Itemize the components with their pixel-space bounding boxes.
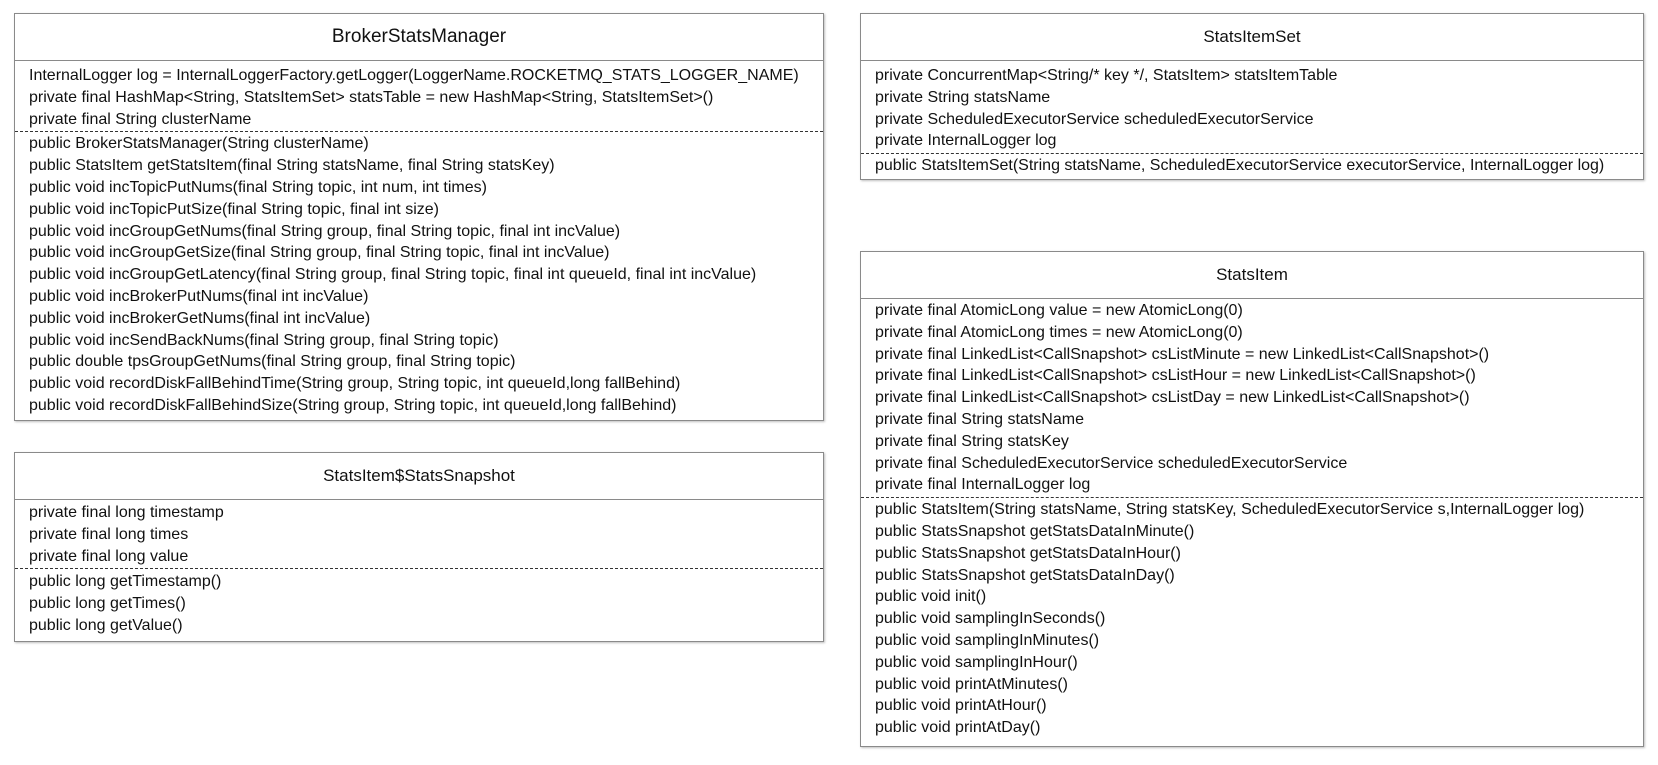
method-item: public long getValue() xyxy=(29,616,183,634)
method-item: public void printAtHour() xyxy=(875,697,1047,715)
method-item: public StatsSnapshot getStatsDataInHour() xyxy=(875,544,1181,562)
field-item: private final LinkedList<CallSnapshot> csListHour = new LinkedList<CallSnapshot>() xyxy=(875,367,1476,385)
method-item: public void incBrokerPutNums(final int incValue) xyxy=(29,287,369,305)
field-item: private final InternalLogger log xyxy=(875,476,1091,494)
method-item: public void incTopicPutNums(final String topic, int num, int times) xyxy=(29,178,487,196)
field-item: private ConcurrentMap<String/* key */, StatsItem> statsItemTable xyxy=(875,67,1338,84)
method-item: public void samplingInHour() xyxy=(875,653,1078,671)
class-box-stats-item-set xyxy=(860,13,1644,180)
method-item: public void samplingInMinutes() xyxy=(875,631,1100,649)
field-item: private final LinkedList<CallSnapshot> csListDay = new LinkedList<CallSnapshot>() xyxy=(875,389,1470,407)
method-item: public void printAtMinutes() xyxy=(875,675,1068,693)
method-item: public long getTimestamp() xyxy=(29,573,222,591)
class-header xyxy=(861,14,1643,61)
field-item: private final AtomicLong value = new AtomicLong(0) xyxy=(875,302,1243,319)
method-item: public StatsItemSet(String statsName, ScheduledExecutorService executorService, InternalLogger log) xyxy=(875,157,1605,175)
class-box-stats-item xyxy=(860,251,1644,747)
field-item: private final long times xyxy=(29,525,189,543)
method-item: public void incGroupGetLatency(final String group, final String topic, final int queueId, final int incValue) xyxy=(29,266,757,284)
method-item: public void init() xyxy=(875,588,987,606)
field-item: private final String statsKey xyxy=(875,432,1069,450)
method-item: public void printAtDay() xyxy=(875,719,1041,737)
field-item: private InternalLogger log xyxy=(875,132,1057,150)
field-item: private final LinkedList<CallSnapshot> csListMinute = new LinkedList<CallSnapshot>() xyxy=(875,345,1490,363)
class-name: StatsItemSet xyxy=(1203,27,1301,46)
class-name: StatsItem$StatsSnapshot xyxy=(323,466,515,485)
method-item: public void incBrokerGetNums(final int incValue) xyxy=(29,309,371,327)
method-item: public StatsSnapshot getStatsDataInMinute() xyxy=(875,522,1195,540)
class-box-stats-snapshot xyxy=(14,452,824,642)
method-item: public double tpsGroupGetNums(final String group, final String topic) xyxy=(29,353,516,371)
fields-section xyxy=(15,61,823,132)
field-item: InternalLogger log = InternalLoggerFactory.getLogger(LoggerName.ROCKETMQ_STATS_LOGGER_NAME) xyxy=(29,67,799,84)
field-item: private String statsName xyxy=(875,88,1051,106)
method-item: public void recordDiskFallBehindTime(String group, String topic, int queueId,long fallBehind) xyxy=(29,375,681,393)
field-item: private final AtomicLong times = new AtomicLong(0) xyxy=(875,323,1243,341)
fields-section xyxy=(15,500,823,569)
fields-section xyxy=(861,61,1643,154)
methods-section xyxy=(15,132,823,416)
class-box-broker-stats-manager xyxy=(14,13,824,421)
field-item: private final long value xyxy=(29,547,189,565)
class-name: BrokerStatsManager xyxy=(331,26,507,47)
method-item: public void incGroupGetSize(final String group, final String topic, final int incValue) xyxy=(29,244,610,262)
class-header xyxy=(15,14,823,61)
method-item: public BrokerStatsManager(String clusterName) xyxy=(29,135,369,153)
methods-section xyxy=(861,154,1643,177)
method-item: public StatsItem getStatsItem(final String statsName, final String statsKey) xyxy=(29,157,555,175)
method-item: public void incTopicPutSize(final String topic, final int size) xyxy=(29,200,439,218)
field-item: private final String statsName xyxy=(875,410,1084,428)
field-item: private final String clusterName xyxy=(29,110,252,128)
method-item: public void recordDiskFallBehindSize(String group, String topic, int queueId,long fallBehind) xyxy=(29,396,677,414)
method-item: public StatsItem(String statsName, String statsKey, ScheduledExecutorService s,InternalLogger log) xyxy=(875,501,1585,519)
field-item: private final HashMap<String, StatsItemSet> statsTable = new HashMap<String, StatsItemSet>() xyxy=(29,88,714,106)
fields-section xyxy=(861,299,1643,498)
method-item: public StatsSnapshot getStatsDataInDay() xyxy=(875,566,1175,584)
methods-section xyxy=(861,498,1643,739)
method-item: public void incSendBackNums(final String group, final String topic) xyxy=(29,331,499,349)
field-item: private ScheduledExecutorService scheduledExecutorService xyxy=(875,110,1314,128)
method-item: public long getTimes() xyxy=(29,595,186,613)
field-item: private final long timestamp xyxy=(29,504,224,521)
field-item: private final ScheduledExecutorService scheduledExecutorService xyxy=(875,454,1348,472)
method-item: public void incGroupGetNums(final String group, final String topic, final int incValue) xyxy=(29,222,621,240)
method-item: public void samplingInSeconds() xyxy=(875,610,1106,628)
class-name: StatsItem xyxy=(1216,265,1288,284)
methods-section xyxy=(15,569,823,636)
class-header xyxy=(15,453,823,500)
class-header xyxy=(861,252,1643,299)
